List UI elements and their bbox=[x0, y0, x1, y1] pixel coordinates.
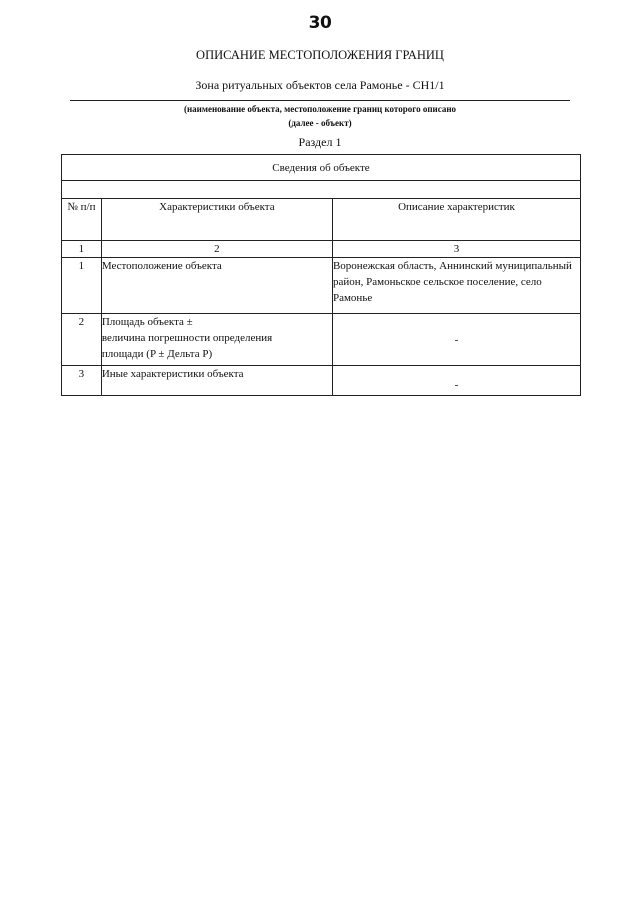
table-caption: Сведения об объекте bbox=[62, 155, 581, 181]
table-caption-row bbox=[62, 155, 581, 181]
section-title: Раздел 1 bbox=[298, 135, 342, 149]
row-number: 1 bbox=[62, 258, 102, 314]
table-row bbox=[62, 258, 581, 314]
row-number: 3 bbox=[62, 366, 102, 396]
object-info-table bbox=[61, 154, 581, 396]
row-description: - bbox=[332, 314, 580, 366]
page-number: 30 bbox=[308, 13, 332, 33]
characteristic-line: площади (P ± Дельта P) bbox=[101, 348, 213, 360]
row-characteristic: Местоположение объекта bbox=[101, 258, 332, 314]
underline-rule bbox=[70, 100, 570, 101]
object-alias-note: (далее - объект) bbox=[288, 118, 352, 128]
row-characteristic bbox=[101, 314, 332, 366]
header-characteristics: Характеристики объекта bbox=[101, 199, 332, 241]
document-title: ОПИСАНИЕ МЕСТОПОЛОЖЕНИЯ ГРАНИЦ bbox=[196, 48, 444, 62]
column-number-row bbox=[62, 241, 581, 258]
zone-name: Зона ритуальных объектов села Рамонье - СН1/1 bbox=[195, 78, 445, 92]
table-spacer-cell bbox=[62, 181, 581, 199]
table-row bbox=[62, 366, 581, 396]
table-spacer-row bbox=[62, 181, 581, 199]
column-number-1: 1 bbox=[62, 241, 102, 258]
row-characteristic: Иные характеристики объекта bbox=[101, 366, 332, 396]
table-header-row bbox=[62, 199, 581, 241]
column-number-3: 3 bbox=[332, 241, 580, 258]
row-description: Воронежская область, Аннинский муниципальный район, Рамоньское сельское поселение, село Рамонье bbox=[332, 258, 580, 314]
row-description: - bbox=[332, 366, 580, 396]
table-row bbox=[62, 314, 581, 366]
column-number-2: 2 bbox=[101, 241, 332, 258]
row-number: 2 bbox=[62, 314, 102, 366]
header-description: Описание характеристик bbox=[332, 199, 580, 241]
header-number: № п/п bbox=[62, 199, 102, 241]
object-name-note: (наименование объекта, местоположение границ которого описано bbox=[183, 104, 457, 114]
characteristic-line: Площадь объекта ± bbox=[101, 316, 193, 328]
characteristic-line: величина погрешности определения bbox=[101, 332, 273, 344]
